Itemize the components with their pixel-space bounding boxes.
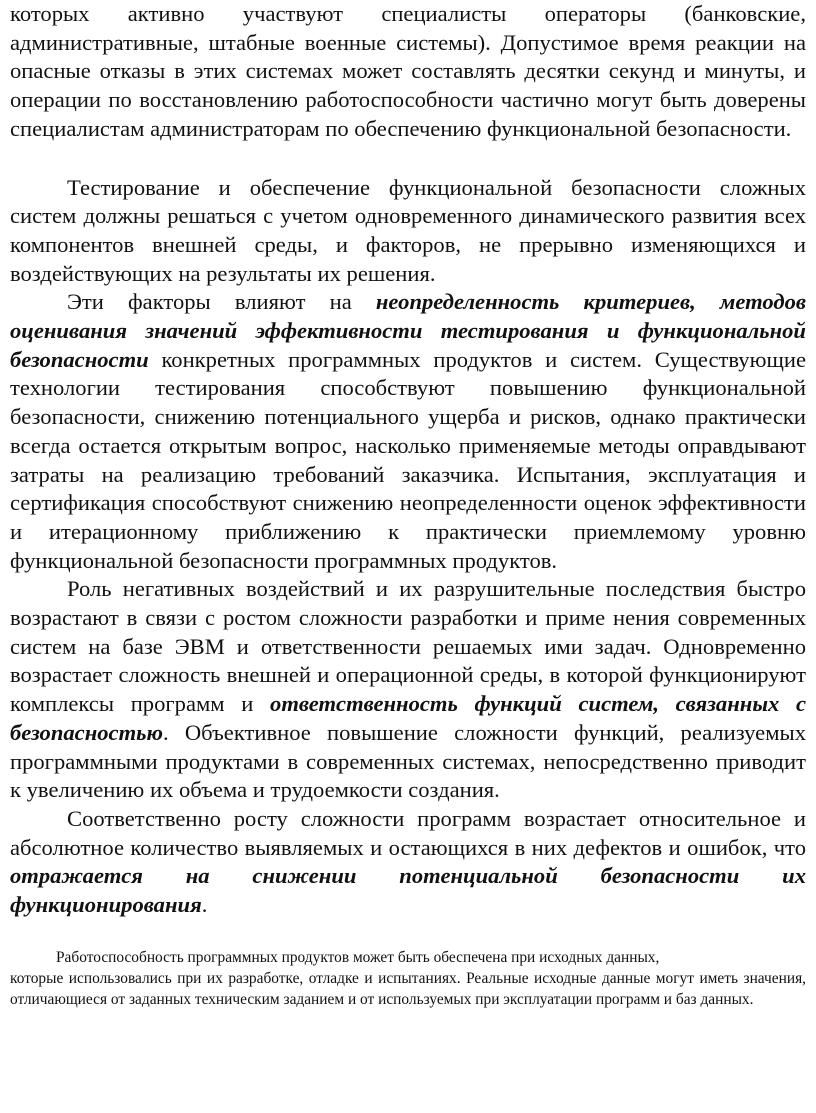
- paragraph-continuation: которых активно участвуют специалисты операторы (банковские, административные, штабные военные системы). Допустимое время реакции на опасные отказы в этих системах может составлять десятки секунд и минуты, и операции по восстановлению работоспособности частично могут быть доверены специалистам администраторам по обеспечению функциональной безопасности.: [10, 1, 806, 141]
- paragraph-testing: Тестирование и обеспечение функциональной безопасности сложных систем должны решаться с учетом одновременного динамического развития всех компонентов внешней среды, и факторов, не прерывно изменяющихся и воздействующих на результаты их решения.: [10, 174, 806, 286]
- emphasis-uncertainty: неопределенность критериев, методов оценивания значений эффективности тестирования и функциональной безопасности: [10, 289, 807, 372]
- paragraph-complexity-end: .: [201, 892, 208, 918]
- emphasis-safety-reduction: отражается на снижении потенциальной безопасности их функционирования: [10, 863, 806, 918]
- paragraph-factors-body: конкретных программных продуктов и систем. Существующие технологии тестирования способствуют повышению функциональной безопасности, снижению потенциального ущерба и рисков, однако практически всегда остается открытым вопрос, насколько применяемые методы оправдывают затраты на реализацию требований заказчика. Испытания, эксплуатация и сертификация способствуют снижению неопределенности оценок эффективности и итерационному приближению к практически приемлемому уровню функциональной безопасности программных продуктов.: [10, 346, 806, 573]
- footnote: [10, 947, 806, 1011]
- paragraph-complexity: [10, 805, 806, 920]
- paragraph-negative-impacts: [10, 575, 806, 805]
- footnote-first-line: Работоспособность программных продуктов может быть обеспечена при исходных данных,: [56, 948, 660, 966]
- paragraph-negative-impacts-lead: Роль негативных воздействий и их разрушительные последствия быстро возрастают в связи с ростом сложности разработки и приме нения современных систем на базе ЭВМ и ответственности решаемых ими задач. Одновременно возрастает сложность внешней и операционной среды, в которой функционируют комплексы программ и: [10, 576, 806, 717]
- document-page: [10, 0, 806, 1010]
- paragraph-negative-impacts-body: . Объективное повышение сложности функций, реализуемых программными продуктами в современных системах, непосредственно приводит к увеличению их объема и трудоемкости создания.: [10, 719, 806, 803]
- paragraph-complexity-lead: Соответственно росту сложности программ возрастает относительное и абсолютное количество выявляемых и остающихся в них дефектов и ошибок, что: [10, 805, 806, 860]
- footnote-body: которые использовались при их разработке, отладке и испытаниях. Реальные исходные данные могут иметь значения, отличающиеся от заданных техническим заданием и от используемых при эксплуатации программ и баз данных.: [10, 970, 806, 1009]
- emphasis-responsibility: ответственность функций систем, связанных с безопасностью: [10, 691, 807, 745]
- paragraph-factors-lead: Эти факторы влияют на: [67, 289, 376, 315]
- paragraph-factors: [10, 288, 806, 575]
